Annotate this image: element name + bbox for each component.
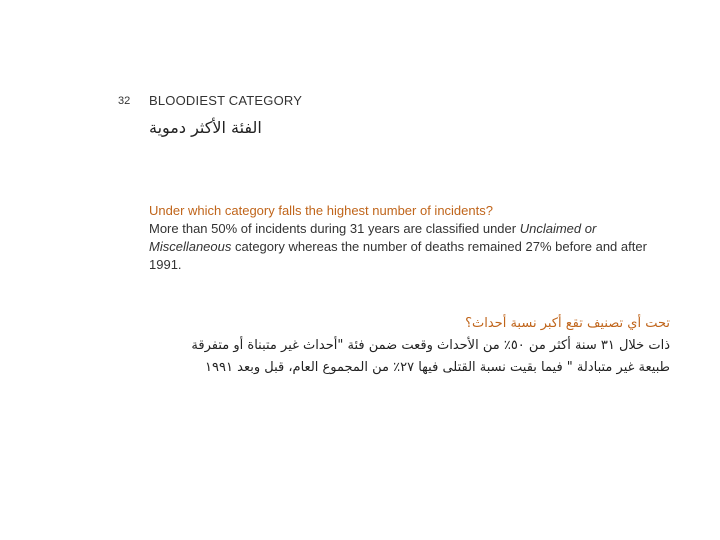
body-ar-line-1: ذات خلال ٣١ سنة أكثر من ٥٠٪ من الأحداث وقعت ضمن فئة "أحداث غير متبناة أو متفرقة <box>191 338 670 353</box>
body-en-part2: category whereas the number of deaths remained 27% before and after 1991. <box>149 239 647 272</box>
section-title-en: BLOODIEST CATEGORY <box>149 93 303 108</box>
body-en-category: Unclaimed or Miscellaneous <box>149 221 597 254</box>
question-en: Under which category falls the highest number of incidents? <box>149 203 493 218</box>
section-title-ar: الفئة الأكثر دموية <box>149 118 262 137</box>
body-ar-line-2: طبيعة غير متبادلة " فيما بقيت نسبة القتلى فيها ٢٧٪ من المجموع العام، قبل وبعد ١٩٩١ <box>205 360 670 375</box>
body-text-ar <box>110 313 670 379</box>
body-en-part1: More than 50% of incidents during 31 years are classified under <box>149 221 520 236</box>
question-ar: تحت أي تصنيف تقع أكبر نسبة أحداث؟ <box>465 316 670 331</box>
page-number: 32 <box>118 95 131 107</box>
body-text-en <box>149 202 679 274</box>
